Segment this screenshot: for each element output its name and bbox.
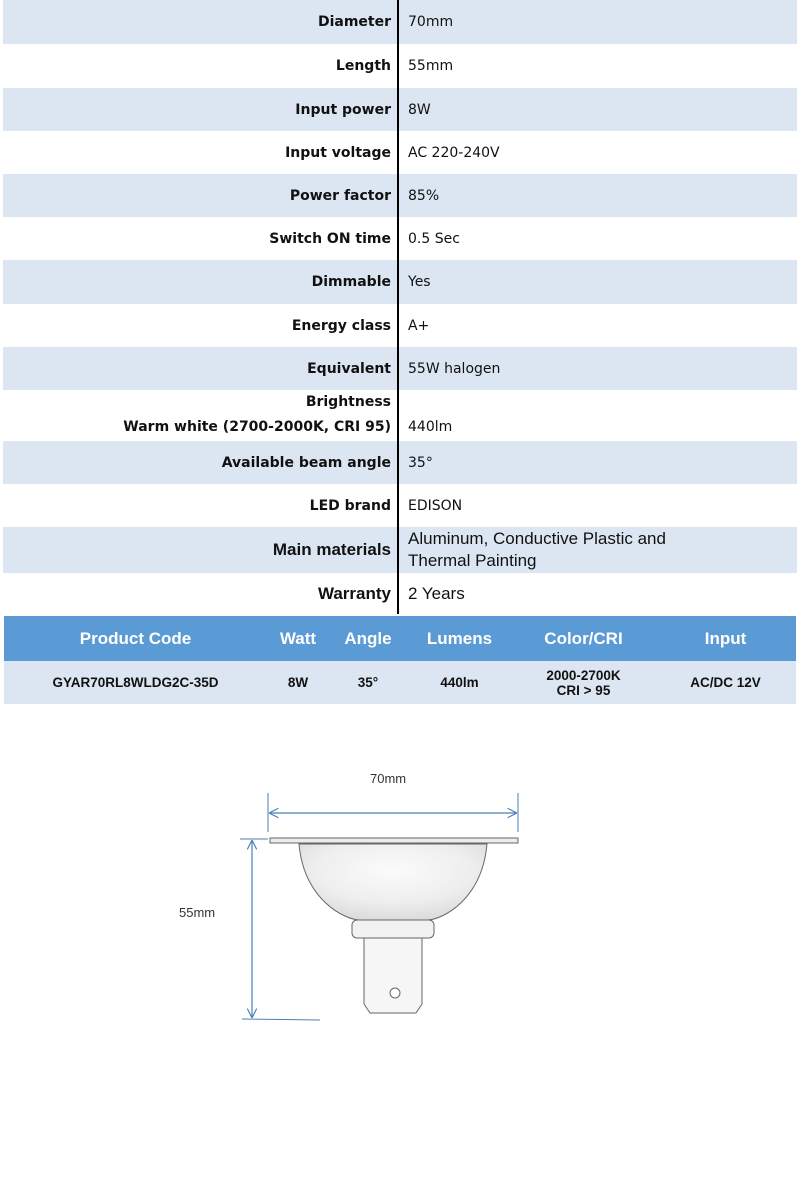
- spec-row-energy-class: [3, 304, 797, 347]
- cell-color-cri: [512, 661, 655, 704]
- header-watt: Watt: [267, 616, 329, 661]
- cell-input: AC/DC 12V: [655, 661, 796, 704]
- spec-row-warranty: [3, 573, 797, 614]
- lamp-rim: [270, 838, 518, 843]
- spec-label-line2: Warm white (2700-2000K, CRI 95): [123, 419, 391, 435]
- spec-label: Input voltage: [285, 144, 391, 161]
- table-row: [4, 661, 796, 704]
- dimension-drawing: [180, 760, 540, 1040]
- height-dimension-label: 55mm: [179, 905, 216, 920]
- height-ext-bottom: [242, 1019, 320, 1020]
- spec-row-diameter: [3, 0, 797, 44]
- header-input: Input: [655, 616, 796, 661]
- spec-label: Warranty: [317, 583, 391, 603]
- spec-value: 85%: [408, 187, 440, 204]
- spec-value: AC 220-240V: [408, 144, 500, 161]
- spec-value: 440lm: [408, 419, 453, 435]
- spec-value: 2 Years: [408, 583, 465, 603]
- spec-value: 8W: [408, 101, 431, 118]
- column-divider: [397, 0, 399, 614]
- spec-label: Main materials: [272, 540, 391, 559]
- spec-label: Available beam angle: [221, 454, 391, 471]
- spec-value: 35°: [408, 454, 433, 471]
- spec-row-input-power: [3, 88, 797, 131]
- spec-value: EDISON: [408, 497, 463, 514]
- spec-label: Dimmable: [311, 274, 391, 290]
- lamp-outline-svg: [180, 760, 540, 1040]
- spec-value: Aluminum, Conductive Plastic and Thermal Painting: [408, 529, 666, 570]
- header-color-cri: Color/CRI: [512, 616, 655, 661]
- lamp-base: [364, 938, 422, 1013]
- spec-row-power-factor: [3, 174, 797, 217]
- product-table: [4, 616, 796, 704]
- lamp-neck: [352, 920, 434, 938]
- spec-row-beam-angle: [3, 441, 797, 484]
- cell-product-code: GYAR70RL8WLDG2C-35D: [4, 661, 267, 704]
- spec-row-dimmable: [3, 260, 797, 304]
- spec-label: Equivalent: [307, 360, 391, 377]
- spec-value: 0.5 Sec: [408, 230, 460, 247]
- spec-row-main-materials: [3, 527, 797, 573]
- cell-color-temp: 2000-2700K: [546, 667, 621, 683]
- base-pin-icon: [390, 988, 400, 998]
- spec-label: Power factor: [289, 187, 391, 204]
- cell-watt: 8W: [267, 661, 329, 704]
- header-lumens: Lumens: [407, 616, 512, 661]
- spec-value: 55mm: [408, 58, 454, 74]
- spec-row-input-voltage: [3, 131, 797, 174]
- spec-value: 55W halogen: [408, 360, 501, 377]
- spec-label: Diameter: [317, 14, 391, 30]
- spec-value: 70mm: [408, 14, 454, 30]
- spec-value: Yes: [408, 274, 431, 290]
- width-dimension-label: 70mm: [370, 771, 407, 786]
- spec-table: [3, 0, 797, 614]
- spec-label: LED brand: [309, 497, 391, 514]
- lamp-reflector: [299, 844, 487, 920]
- spec-row-equivalent: [3, 347, 797, 390]
- spec-row-led-brand: [3, 484, 797, 527]
- cell-cri: CRI > 95: [556, 682, 611, 698]
- spec-row-length: [3, 44, 797, 88]
- spec-row-brightness: [3, 390, 797, 441]
- spec-label: Energy class: [291, 317, 391, 334]
- spec-label: Input power: [295, 101, 391, 118]
- product-table-header: [4, 616, 796, 661]
- cell-lumens: 440lm: [407, 661, 512, 704]
- spec-row-switch-on-time: [3, 217, 797, 260]
- spec-label: Length: [335, 58, 391, 74]
- spec-value: A+: [408, 317, 430, 334]
- spec-label: [3, 390, 397, 441]
- spec-label: Switch ON time: [269, 230, 391, 247]
- cell-angle: 35°: [329, 661, 407, 704]
- header-angle: Angle: [329, 616, 407, 661]
- header-product-code: Product Code: [4, 616, 267, 661]
- spec-label-line1: Brightness: [305, 394, 391, 410]
